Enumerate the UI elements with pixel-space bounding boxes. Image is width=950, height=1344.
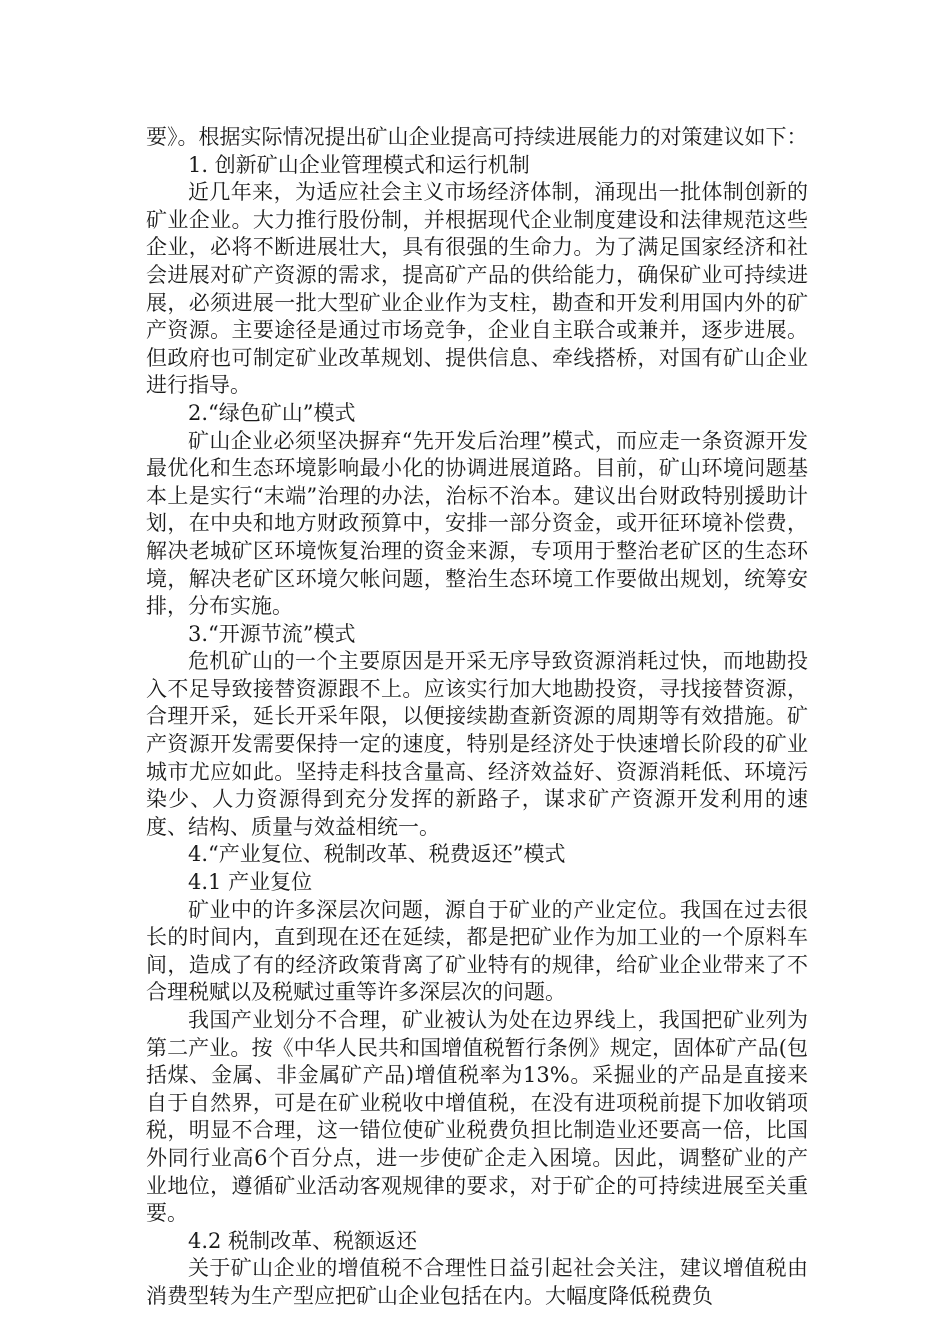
document-page [146,124,808,1311]
paragraph-section-4-2: 关于矿山企业的增值税不合理性日益引起社会关注，建议增值税由消费型转为生产型应把矿山企业包括在内。大幅度降低税费负 [146,1256,808,1308]
section-heading-3: 3.“开源节流”模式 [188,621,356,646]
paragraph-section-1: 近几年来，为适应社会主义市场经济体制，涌现出一批体制创新的矿业企业。大力推行股份制，并根据现代企业制度建设和法律规范这些企业，必将不断进展壮大，具有很强的生命力。为了满足国家经济和社会进展对矿产资源的需求，提高矿产品的供给能力，确保矿业可持续进展，必须进展一批大型矿业企业作为支柱，勘查和开发利用国内外的矿产资源。主要途径是通过市场竞争，企业自主联合或兼并，逐步进展。但政府也可制定矿业改革规划、提供信息、牵线搭桥，对国有矿山企业进行指导。 [146,180,808,398]
section-heading-4: 4.“产业复位、税制改革、税费返还”模式 [188,842,566,867]
paragraph-intro-continued: 要》。根据实际情况提出矿山企业提高可持续进展能力的对策建议如下： [146,125,808,149]
paragraph-section-3: 危机矿山的一个主要原因是开采无序导致资源消耗过快，而地勘投入不足导致接替资源跟不上。应该实行加大地勘投资，寻找接替资源，合理开采，延长开采年限，以便接续勘查新资源的周期等有效措施。矿产资源开发需要保持一定的速度，特别是经济处于快速增长阶段的矿业城市尤应如此。坚持走科技含量高、经济效益好、资源消耗低、环境污染少、人力资源得到充分发挥的新路子，谋求矿产资源开发利用的速度、结构、质量与效益相统一。 [146,649,808,839]
paragraph-section-4-1-b: 我国产业划分不合理，矿业被认为处在边界线上，我国把矿业列为第二产业。按《中华人民共和国增值税暂行条例》规定，固体矿产品(包括煤、金属、非金属矿产品)增值税率为13%。采掘业的产品是直接来自于自然界，可是在矿业税收中增值税，在没有进项税前提下加收销项税，明显不合理，这一错位使矿业税费负担比制造业还要高一倍，比国外同行业高6个百分点，进一步使矿企走入困境。因此，调整矿业的产业地位，遵循矿业活动客观规律的要求，对于矿企的可持续进展至关重要。 [146,1008,808,1226]
section-heading-2: 2.“绿色矿山”模式 [188,400,356,425]
paragraph-section-4-1-a: 矿业中的许多深层次问题，源自于矿业的产业定位。我国在过去很长的时间内，直到现在还在延续，都是把矿业作为加工业的一个原料车间，造成了有的经济政策背离了矿业特有的规律，给矿业企业带来了不合理税赋以及税赋过重等许多深层次的问题。 [146,897,808,1005]
subsection-heading-4-1: 4.1 产业复位 [188,870,313,895]
paragraph-section-2: 矿山企业必须坚决摒弃“先开发后治理”模式，而应走一条资源开发最优化和生态环境影响最小化的协调进展道路。目前，矿山环境问题基本上是实行“末端”治理的办法，治标不治本。建议出台财政特别援助计划，在中央和地方财政预算中，安排一部分资金，或开征环境补偿费，解决老城矿区环境恢复治理的资金来源，专项用于整治老矿区的生态环境，解决老矿区环境欠帐问题，整治生态环境工作要做出规划，统筹安排，分布实施。 [146,428,808,619]
section-heading-1: 1. 创新矿山企业管理模式和运行机制 [188,152,530,177]
subsection-heading-4-2: 4.2 税制改革、税额返还 [188,1228,418,1253]
